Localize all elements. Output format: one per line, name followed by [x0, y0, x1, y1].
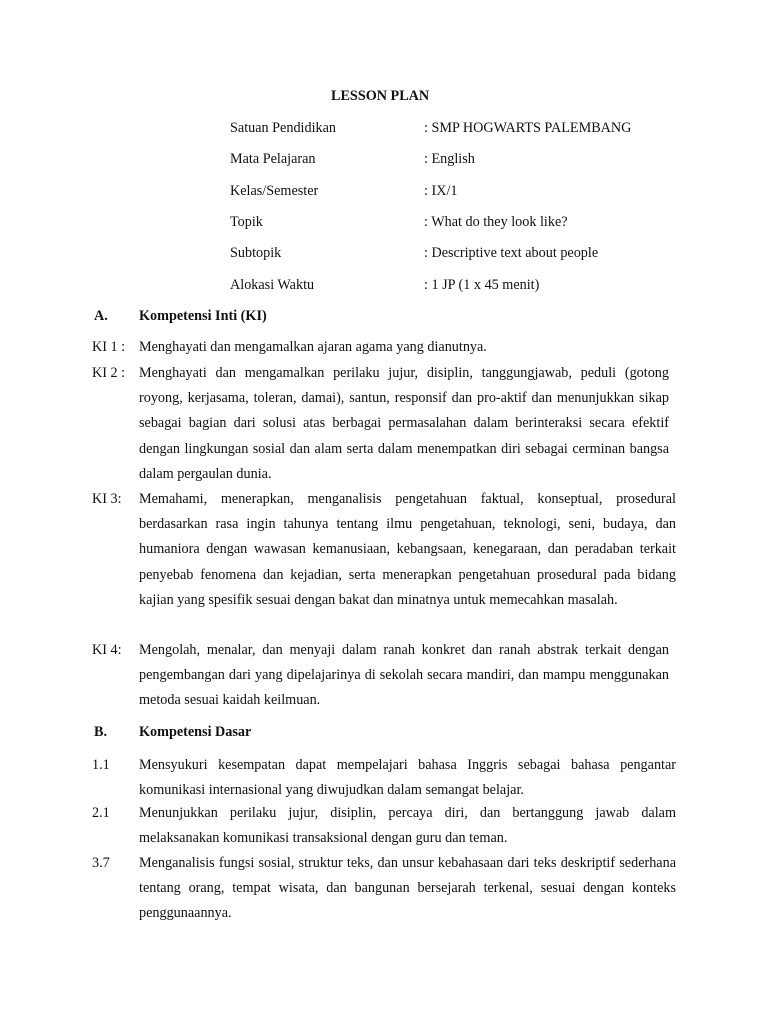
ki-label: KI 2 : — [92, 365, 126, 381]
identity-value: : 1 JP (1 x 45 menit) — [424, 277, 540, 293]
kd-label: 1.1 — [92, 757, 110, 773]
ki-text: Mengolah, menalar, dan menyaji dalam ranah konkret dan ranah abstrak terkait dengan pengembangan dari yang dipelajarinya di sekolah secara mandiri, dan mampu menggunakan metoda sesuai kaidah keilmuan. — [139, 642, 669, 709]
kd-label: 3.7 — [92, 855, 110, 871]
identity-value: : SMP HOGWARTS PALEMBANG — [424, 120, 632, 136]
identity-value: : What do they look like? — [424, 214, 568, 230]
identity-label: Kelas/Semester — [230, 183, 319, 199]
identity-label: Alokasi Waktu — [230, 277, 315, 293]
ki-text: Memahami, menerapkan, menganalisis pengetahuan faktual, konseptual, prosedural berdasarkan rasa ingin tahunya tentang ilmu pengetahuan, teknologi, seni, budaya, dan humaniora dengan wawasan kemanusiaan, kebangsaan, kenegaraan, dan peradaban terkait penyebab fenomena dan kejadian, serta menerapkan pengetahuan prosedural pada bidang kajian yang spesifik sesuai dengan bakat dan minatnya untuk memecahkan masalah. — [139, 491, 676, 608]
identity-value: : English — [424, 151, 475, 167]
page-title: LESSON PLAN — [331, 88, 430, 104]
identity-label: Mata Pelajaran — [230, 151, 316, 167]
kd-label: 2.1 — [92, 805, 110, 821]
kd-text: Menganalisis fungsi sosial, struktur teks, dan unsur kebahasaan dari teks deskriptif sederhana tentang orang, tempat wisata, dan bangunan bersejarah terkenal, sesuai dengan konteks penggunaannya. — [139, 855, 676, 922]
identity-label: Topik — [230, 214, 263, 230]
section-letter: A. — [94, 308, 108, 324]
ki-text: Menghayati dan mengamalkan ajaran agama yang dianutnya. — [139, 339, 487, 355]
identity-value: : IX/1 — [424, 183, 458, 199]
ki-label: KI 1 : — [92, 339, 126, 355]
identity-label: Satuan Pendidikan — [230, 120, 336, 136]
kd-text: Mensyukuri kesempatan dapat mempelajari bahasa Inggris sebagai bahasa pengantar komunikasi internasional yang diwujudkan dalam semangat belajar. — [139, 757, 676, 799]
section-title: Kompetensi Dasar — [139, 724, 252, 740]
identity-value: : Descriptive text about people — [424, 245, 599, 261]
ki-label: KI 3: — [92, 491, 122, 507]
ki-label: KI 4: — [92, 642, 122, 658]
ki-text: Menghayati dan mengamalkan perilaku jujur, disiplin, tanggungjawab, peduli (gotong royong, kerjasama, toleran, damai), santun, responsif dan pro-aktif dan menunjukkan sikap sebagai bagian dari solusi atas berbagai permasalahan dalam berinteraksi secara efektif dengan lingkungan sosial dan alam serta dalam menempatkan diri sebagai cerminan bangsa dalam pergaulan dunia. — [139, 365, 669, 482]
identity-label: Subtopik — [230, 245, 282, 261]
section-letter: B. — [94, 724, 108, 740]
kd-text: Menunjukkan perilaku jujur, disiplin, percaya diri, dan bertanggung jawab dalam melaksanakan komunikasi transaksional dengan guru dan teman. — [139, 805, 676, 847]
section-title: Kompetensi Inti (KI) — [139, 308, 267, 324]
